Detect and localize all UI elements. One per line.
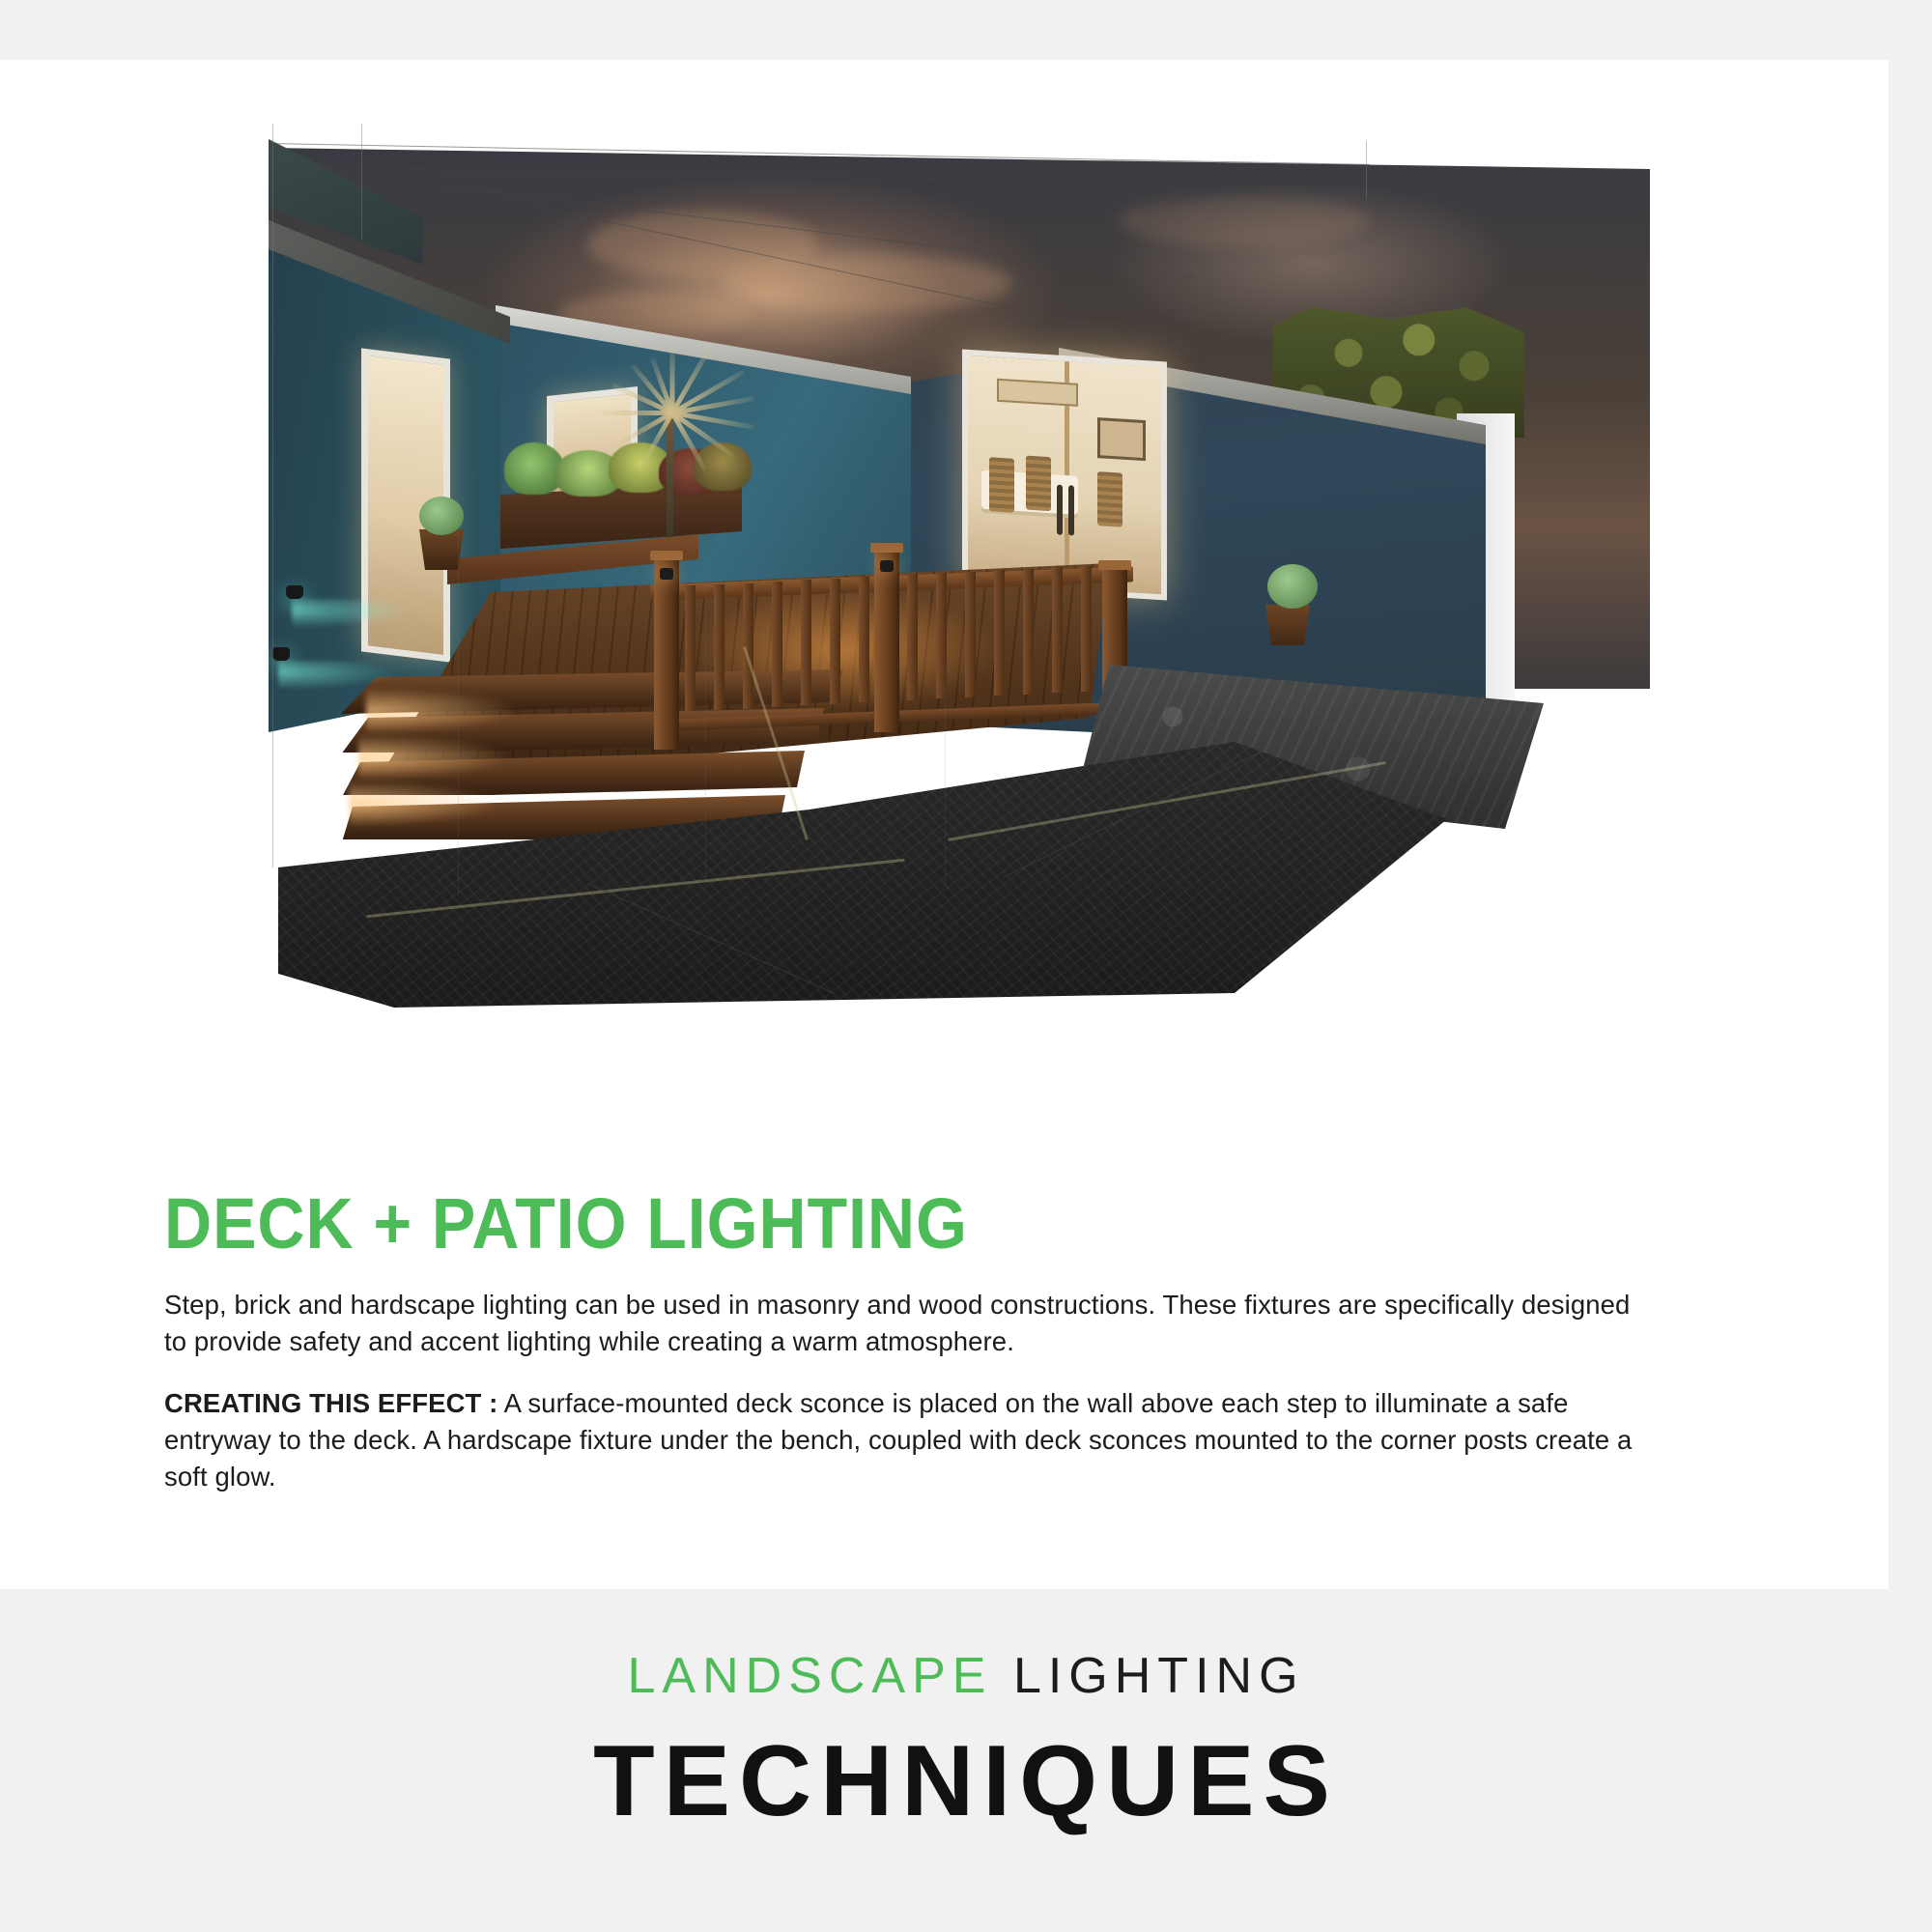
- construction-guide-line: [361, 124, 362, 240]
- construction-guide-line: [458, 529, 459, 896]
- cactus-icon: [1267, 564, 1318, 609]
- footer-subtitle: [0, 1647, 1932, 1705]
- top-gray-band: [0, 0, 1932, 60]
- footer-word-landscape: LANDSCAPE: [627, 1648, 993, 1704]
- railing-baluster: [801, 580, 811, 705]
- post-mounted-sconce: [660, 568, 673, 580]
- railing-baluster: [859, 577, 869, 702]
- effect-label: CREATING THIS EFFECT :: [164, 1388, 498, 1418]
- effect-paragraph: [164, 1385, 1652, 1495]
- railing-baluster: [907, 575, 918, 700]
- post-mounted-sconce: [880, 560, 894, 572]
- sconce-glow-teal: [278, 661, 394, 690]
- render-scene: [269, 124, 1650, 1109]
- railing-baluster: [1052, 567, 1063, 693]
- railing-baluster: [1081, 566, 1092, 692]
- construction-guide-line: [1366, 141, 1367, 199]
- footer-band: [0, 1589, 1932, 1932]
- footer-title: TECHNIQUES: [593, 1725, 1339, 1837]
- post-cap: [650, 551, 683, 560]
- door-transom: [997, 379, 1078, 407]
- hero-rendering: [269, 124, 1650, 1109]
- interior-chair: [1026, 456, 1051, 512]
- railing-corner-post: [874, 549, 899, 732]
- railing-baluster: [830, 579, 840, 704]
- spiky-palm-icon: [587, 322, 761, 505]
- sconce-glow-teal: [292, 599, 408, 628]
- step-light-glow: [349, 781, 494, 826]
- effect-text: A surface-mounted deck sconce is placed on the wall above each step to illuminate a safe entryway to the deck. A hardscape fixture under the bench, coupled with deck sconces mounted to the corner posts create a soft glow.: [164, 1388, 1633, 1492]
- railing-baluster: [685, 585, 696, 711]
- railing-baluster: [994, 570, 1005, 696]
- interior-artwork: [1097, 417, 1146, 461]
- door-handle: [1068, 485, 1074, 535]
- construction-guide-line: [705, 539, 706, 887]
- right-gray-band: [1889, 0, 1932, 1589]
- railing-baluster: [965, 572, 976, 697]
- cloud-shape: [723, 254, 1012, 312]
- intro-paragraph: Step, brick and hardscape lighting can be used in masonry and wood constructions. These fixtures are specifically designed to provide safety and accent lighting while creating a warm atmosphere.: [164, 1290, 1631, 1356]
- deck-railing: [650, 549, 1133, 771]
- cloud-shape: [1119, 196, 1370, 246]
- step-light-glow: [366, 689, 511, 733]
- railing-baluster: [772, 582, 782, 707]
- post-cap: [870, 543, 903, 553]
- railing-baluster: [1023, 569, 1034, 695]
- footer-word-lighting: LIGHTING: [1012, 1648, 1305, 1704]
- text-content: [164, 1183, 1768, 1520]
- interior-chair: [989, 457, 1014, 513]
- page-title: DECK + PATIO LIGHTING: [164, 1183, 968, 1264]
- deck-sconce-fixture: [272, 647, 290, 661]
- railing-baluster: [714, 584, 724, 710]
- deck-sconce-fixture: [286, 585, 303, 599]
- railing-corner-post: [654, 556, 679, 750]
- construction-guide-line: [945, 665, 946, 887]
- post-cap: [1098, 560, 1131, 570]
- step-light-glow: [358, 735, 503, 780]
- interior-chair: [1097, 471, 1122, 527]
- construction-guide-line: [272, 124, 273, 867]
- door-handle: [1057, 485, 1063, 535]
